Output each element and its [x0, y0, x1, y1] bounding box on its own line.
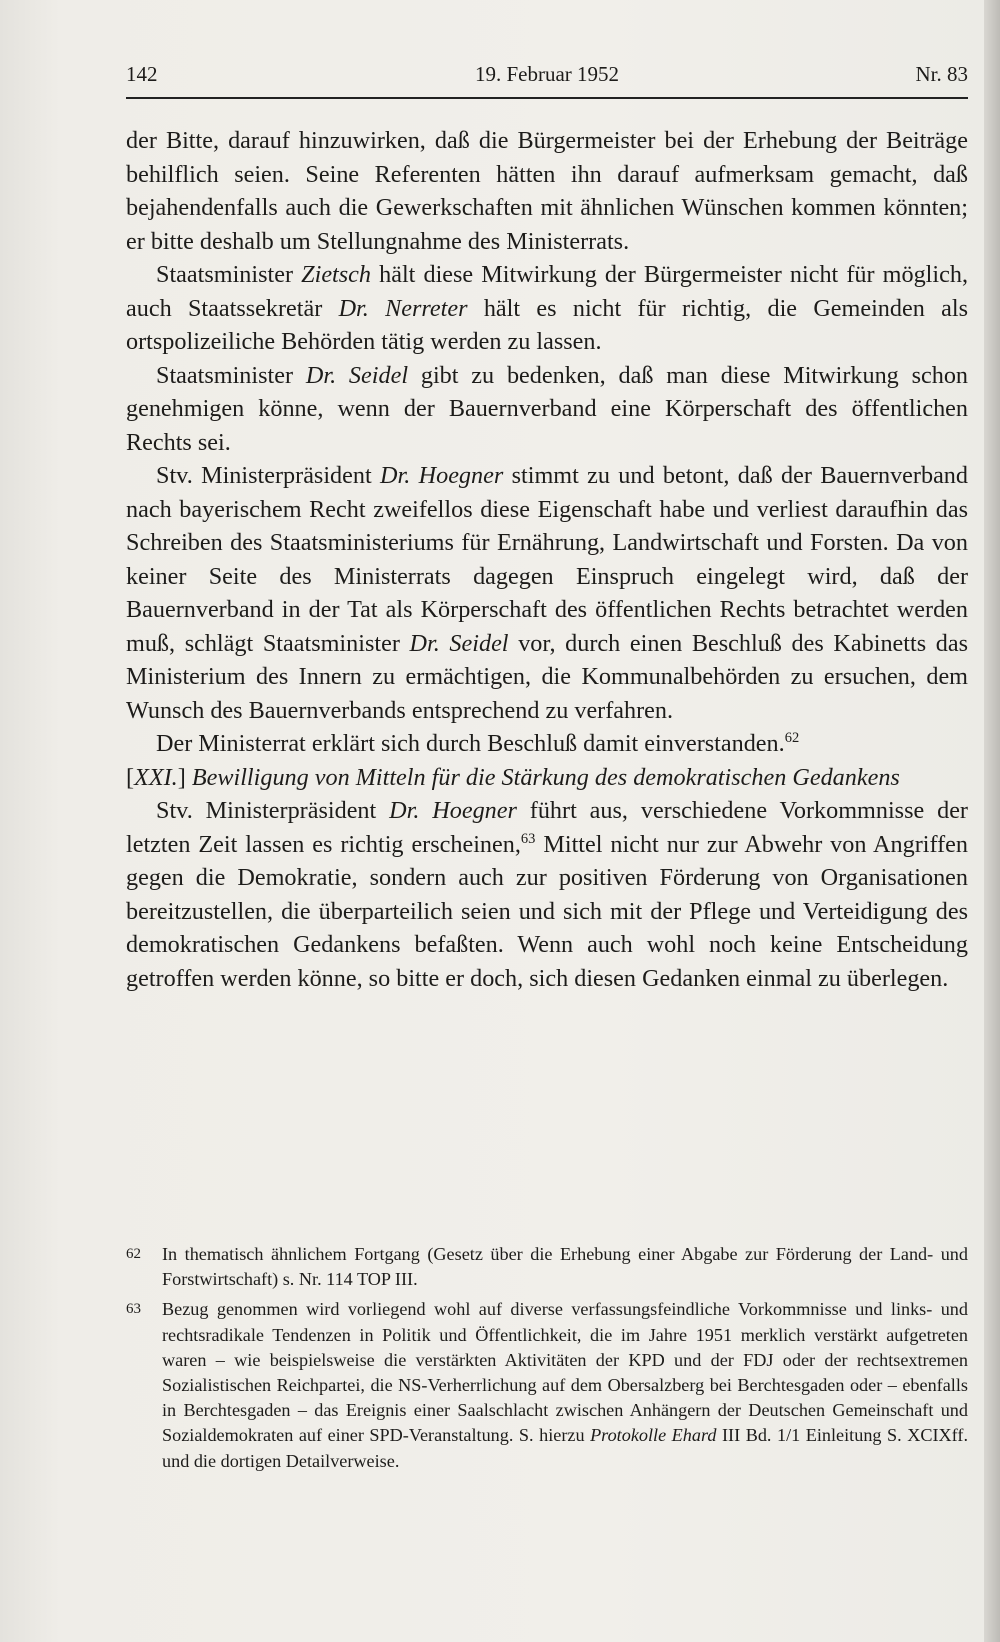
text-run: In thematisch ähnlichem Fortgang (Gesetz über die Erhebung einer Abgabe zur Förderung der Land- und Forstwirtschaft) s. Nr. 114 TOP III.: [162, 1244, 968, 1290]
section-heading: [126, 761, 968, 795]
paragraph: [126, 794, 968, 995]
text-run: führt aus, verschiedene Vorkommnisse der letzten Zeit lassen es richtig erscheinen,: [126, 797, 968, 858]
paragraph: [126, 258, 968, 359]
italic-name: Dr. Hoegner: [380, 462, 504, 489]
italic-name: Zietsch: [301, 261, 372, 288]
footnotes: [126, 1242, 968, 1479]
footnote-ref: 62: [784, 729, 800, 746]
paragraph: [126, 124, 968, 258]
text-run: Bezug genommen wird vorliegend wohl auf diverse verfassungsfeindliche Vorkommnisse und links- und rechtsradikale Tendenzen in Politik und Öffentlichkeit, die im Jahre 1951 merklich verstärkt aufgetreten waren – wie beispielsweise die verstärkten Aktivitäten der KPD und der FDJ oder der rechtsextremen Sozialistischen Reichpartei, die NS-Verherrlichung auf dem Obersalzberg bei Berchtesgaden oder – ebenfalls in Berchtesgaden – das Ereignis einer Saalschlacht zwischen Anhängern der Deutschen Gemeinschaft und Sozialdemokraten auf einer SPD-Veranstaltung. S. hierzu: [162, 1299, 968, 1446]
paragraph: [126, 727, 968, 761]
text-run: hält diese Mitwirkung der Bürgermeister nicht für möglich, auch Staatssekretär: [126, 261, 968, 322]
text-run: Mittel nicht nur zur Abwehr von Angriffen gegen die Demokratie, sondern auch zur positiven Förderung von Organisationen bereitzustellen, die überparteilich seien und sich mit der Pflege und Verteidigung des demokratischen Gedankens befaßten. Wenn auch wohl noch keine Entscheidung getroffen werden könne, so bitte er doch, sich diesen Gedanken einmal zu überlegen.: [126, 830, 968, 992]
document-number: Nr. 83: [915, 62, 968, 86]
footnote-ref: 63: [520, 830, 536, 847]
footnote-text: [162, 1242, 968, 1292]
footnote-text: [162, 1297, 968, 1473]
text-run: Staatsminister: [156, 261, 302, 288]
footnote-number: 63: [126, 1301, 141, 1318]
section-number: XXI.: [134, 763, 178, 791]
italic-name: Dr. Seidel: [409, 629, 509, 657]
text-run: hält es nicht für richtig, die Gemeinden als ortspolizeiliche Behörden tätig werden zu lassen.: [126, 294, 968, 355]
footnote: [126, 1242, 968, 1292]
italic-name: Dr. Hoegner: [389, 797, 517, 824]
text-run: III Bd. 1/1 Einleitung S. XCIXff. und die dortigen Detailverweise.: [162, 1425, 968, 1471]
section-bracket-close: ]: [177, 763, 192, 791]
footnote: [126, 1297, 968, 1473]
main-text: [126, 124, 968, 995]
italic-name: Dr. Nerreter: [338, 294, 468, 322]
text-run: Staatsminister: [156, 361, 306, 389]
text-run: Stv. Ministerpräsident: [156, 797, 390, 824]
header-date: 19. Februar 1952: [474, 62, 620, 86]
text-run: Stv. Ministerpräsident: [156, 462, 381, 489]
text-run: gibt zu bedenken, daß man diese Mitwirkung schon genehmigen könne, wenn der Bauernverband eine Körperschaft des öffentlichen Rechts sei.: [126, 361, 969, 456]
page-edge-shadow: [984, 0, 1000, 1642]
paragraph: [126, 459, 968, 727]
header-rule: [126, 97, 968, 99]
paragraph: [126, 359, 968, 460]
text-run: Der Ministerrat erklärt sich durch Beschluß damit einverstanden.: [156, 730, 785, 757]
text-run: stimmt zu und betont, daß der Bauernverband nach bayerischem Recht zweifellos diese Eigenschaft habe und verliest daraufhin das Schreiben des Staatsministeriums für Ernährung, Landwirtschaft und Forsten. Da von keiner Seite des Ministerrats dagegen Einspruch eingelegt wird, daß der Bauernverband in der Tat als Körperschaft des öffentlichen Rechts betrachtet werden muß, schlägt Staatsminister: [126, 462, 968, 657]
running-header: [126, 62, 968, 87]
footnote-number: 62: [126, 1246, 141, 1262]
italic-name: Protokolle Ehard: [590, 1425, 717, 1446]
section-bracket-open: [: [126, 763, 135, 791]
text-run: der Bitte, darauf hinzuwirken, daß die Bürgermeister bei der Erhebung der Beiträge behilflich seien. Seine Referenten hätten ihn darauf aufmerksam gemacht, daß bejahendenfalls auch die Gewerkschaften mit ähnlichen Wünschen kommen könnten; er bitte deshalb um Stellungnahme des Ministerrats.: [126, 127, 968, 255]
italic-name: Dr. Seidel: [305, 361, 409, 389]
text-run: vor, durch einen Beschluß des Kabinetts das Ministerium des Innern zu ermächtigen, die Kommunalbehörden zu ersuchen, dem Wunsch des Bauernverbands entsprechend zu verfahren.: [126, 629, 969, 724]
page-number: 142: [126, 62, 158, 86]
section-title: Bewilligung von Mitteln für die Stärkung des demokratischen Gedankens: [191, 763, 900, 791]
